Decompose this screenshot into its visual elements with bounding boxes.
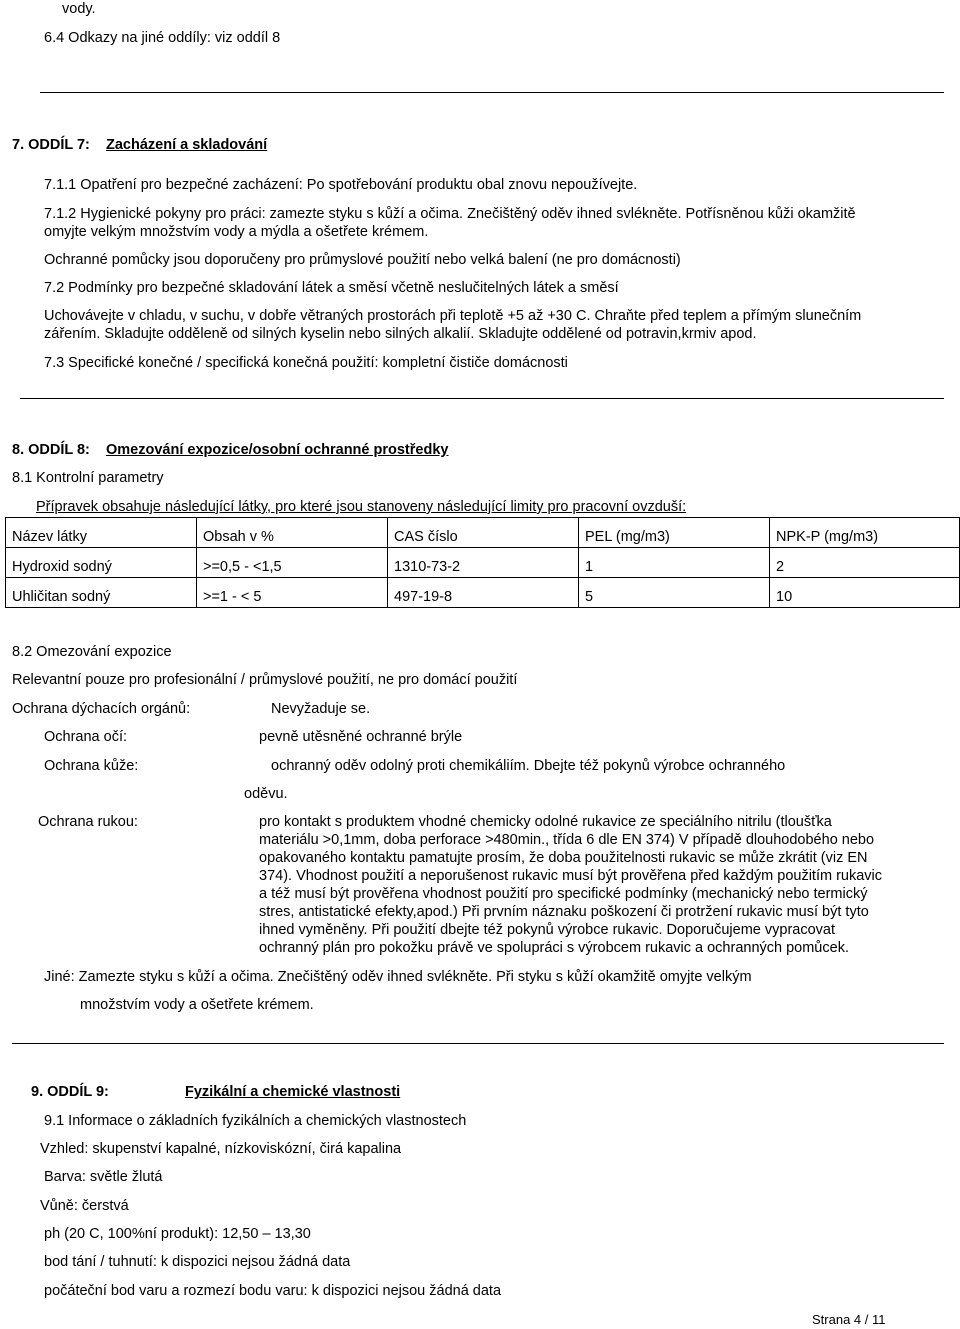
table-header-cell: Obsah v % xyxy=(197,518,388,548)
text-line: vody. xyxy=(62,1,96,17)
section-7-title: Zacházení a skladování xyxy=(106,137,268,153)
subsection-7-3: 7.3 Specifické konečné / specifická konečná použití: kompletní čističe domácnosti xyxy=(44,355,568,371)
table-header-cell: NPK-P (mg/m3) xyxy=(770,518,960,548)
subsection-7-1-2-cont: omyjte velkým množstvím vody a mýdla a ošetřete krémem. xyxy=(44,224,429,240)
section-9-title: Fyzikální a chemické vlastnosti xyxy=(185,1084,401,1100)
section-9-number: 9. ODDÍL 9: xyxy=(31,1084,109,1100)
protective-note: Ochranné pomůcky jsou doporučeny pro průmyslové použití nebo velká balení (ne pro domácnosti) xyxy=(44,252,681,268)
skin-value-cont: oděvu. xyxy=(244,786,288,802)
respiratory-value: Nevyžaduje se. xyxy=(271,701,371,717)
hand-text-line: stres, antistatické efekty,apod.) Při prvním náznaku poškození či protržení rukavic musí být tyto xyxy=(259,904,869,920)
table-row xyxy=(6,578,960,608)
eye-label: Ochrana očí: xyxy=(44,729,128,745)
table-cell: 497-19-8 xyxy=(388,578,579,608)
table-cell: Uhličitan sodný xyxy=(6,578,197,608)
skin-label: Ochrana kůže: xyxy=(44,758,139,774)
hand-text-line: 374). Vhodnost použití a neporušenost rukavic musí být prověřena před každým použitím rukavic xyxy=(259,868,883,884)
subsection-8-2: 8.2 Omezování expozice xyxy=(12,644,172,660)
subsection-6-4: 6.4 Odkazy na jiné oddíly: viz oddíl 8 xyxy=(44,30,281,46)
other-protection: Jiné: Zamezte styku s kůží a očima. Znečištěný oděv ihned svlékněte. Při styku s kůží okamžitě omyjte velkým xyxy=(44,969,752,985)
section-divider xyxy=(12,1043,944,1044)
table-cell: >=1 - < 5 xyxy=(197,578,388,608)
section-7-number: 7. ODDÍL 7: xyxy=(12,137,90,153)
relevance-note: Relevantní pouze pro profesionální / průmyslové použití, ne pro domácí použití xyxy=(12,672,518,688)
subsection-9-1: 9.1 Informace o základních fyzikálních a chemických vlastnostech xyxy=(44,1113,467,1129)
table-row xyxy=(6,548,960,578)
other-protection-cont: množstvím vody a ošetřete krémem. xyxy=(80,997,314,1013)
subsection-7-1-1: 7.1.1 Opatření pro bezpečné zacházení: Po spotřebování produktu obal znovu nepoužívejte. xyxy=(44,177,638,193)
skin-value: ochranný oděv odolný proti chemikáliím. Dbejte též pokynů výrobce ochranného xyxy=(271,758,786,774)
subsection-8-1: 8.1 Kontrolní parametry xyxy=(12,470,164,486)
table-cell: Hydroxid sodný xyxy=(6,548,197,578)
table-header-cell: Název látky xyxy=(6,518,197,548)
table-cell: 1310-73-2 xyxy=(388,548,579,578)
page-number: Strana 4 / 11 xyxy=(812,1312,886,1327)
property-appearance: Vzhled: skupenství kapalné, nízkoviskózní, čirá kapalina xyxy=(40,1141,402,1157)
hand-text-line: pro kontakt s produktem vhodné chemicky odolné rukavice ze speciálního nitrilu (tloušťka xyxy=(259,814,832,830)
table-cell: >=0,5 - <1,5 xyxy=(197,548,388,578)
property-ph: ph (20 C, 100%ní produkt): 12,50 – 13,30 xyxy=(44,1226,311,1242)
property-odor: Vůně: čerstvá xyxy=(40,1198,129,1214)
storage-text-cont: zářením. Skladujte odděleně od silných kyselin nebo silných alkalií. Skladujte oddělené od potravin,krmiv apod. xyxy=(44,326,757,342)
limits-intro: Přípravek obsahuje následující látky, pro které jsou stanoveny následující limity pro pracovní ovzduší: xyxy=(36,499,687,515)
table-cell: 1 xyxy=(579,548,770,578)
property-color: Barva: světle žlutá xyxy=(44,1169,163,1185)
table-cell: 2 xyxy=(770,548,960,578)
section-8-number: 8. ODDÍL 8: xyxy=(12,442,90,458)
property-melting-point: bod tání / tuhnutí: k dispozici nejsou žádná data xyxy=(44,1254,351,1270)
section-divider xyxy=(20,398,944,399)
hand-text-line: ochranný plán pro pokožku právě ve spolupráci s výrobcem rukavic a ochranných pomůcek. xyxy=(259,940,849,956)
hand-text-line: a též musí být prověřena vhodnost použití pro specifické podmínky (mechanický nebo termický xyxy=(259,886,868,902)
table-header-row xyxy=(6,518,960,548)
property-boiling-point: počáteční bod varu a rozmezí bodu varu: k dispozici nejsou žádná data xyxy=(44,1283,502,1299)
subsection-7-2: 7.2 Podmínky pro bezpečné skladování látek a směsí včetně neslučitelných látek a směsí xyxy=(44,280,619,296)
eye-value: pevně utěsněné ochranné brýle xyxy=(259,729,463,745)
respiratory-label: Ochrana dýchacích orgánů: xyxy=(12,701,191,717)
subsection-7-1-2: 7.1.2 Hygienické pokyny pro práci: zamezte styku s kůží a očima. Znečištěný oděv ihned svlékněte. Potřísněnou kůži okamžitě xyxy=(44,206,856,222)
hand-text-line: opakovaného kontaktu pamatujte prosím, že doba použitelnosti rukavic se může zkrátit (viz EN xyxy=(259,850,868,866)
hand-text-line: materiálu >0,1mm, doba perforace >480min., třída 6 dle EN 374) V případě dlouhodobého nebo xyxy=(259,832,875,848)
table-header-cell: PEL (mg/m3) xyxy=(579,518,770,548)
exposure-limits-table xyxy=(5,517,960,608)
hand-label: Ochrana rukou: xyxy=(38,814,138,830)
section-8-title: Omezování expozice/osobní ochranné prostředky xyxy=(106,442,449,458)
table-cell: 5 xyxy=(579,578,770,608)
section-divider xyxy=(40,92,944,93)
table-cell: 10 xyxy=(770,578,960,608)
hand-text-line: ihned vyměněny. Při použití dbejte též pokynů výrobce rukavic. Doporučujeme vypracovat xyxy=(259,922,835,938)
table-header-cell: CAS číslo xyxy=(388,518,579,548)
storage-text: Uchovávejte v chladu, v suchu, v dobře větraných prostorách při teplotě +5 až +30 C. Chraňte před teplem a přímým slunečním xyxy=(44,308,862,324)
